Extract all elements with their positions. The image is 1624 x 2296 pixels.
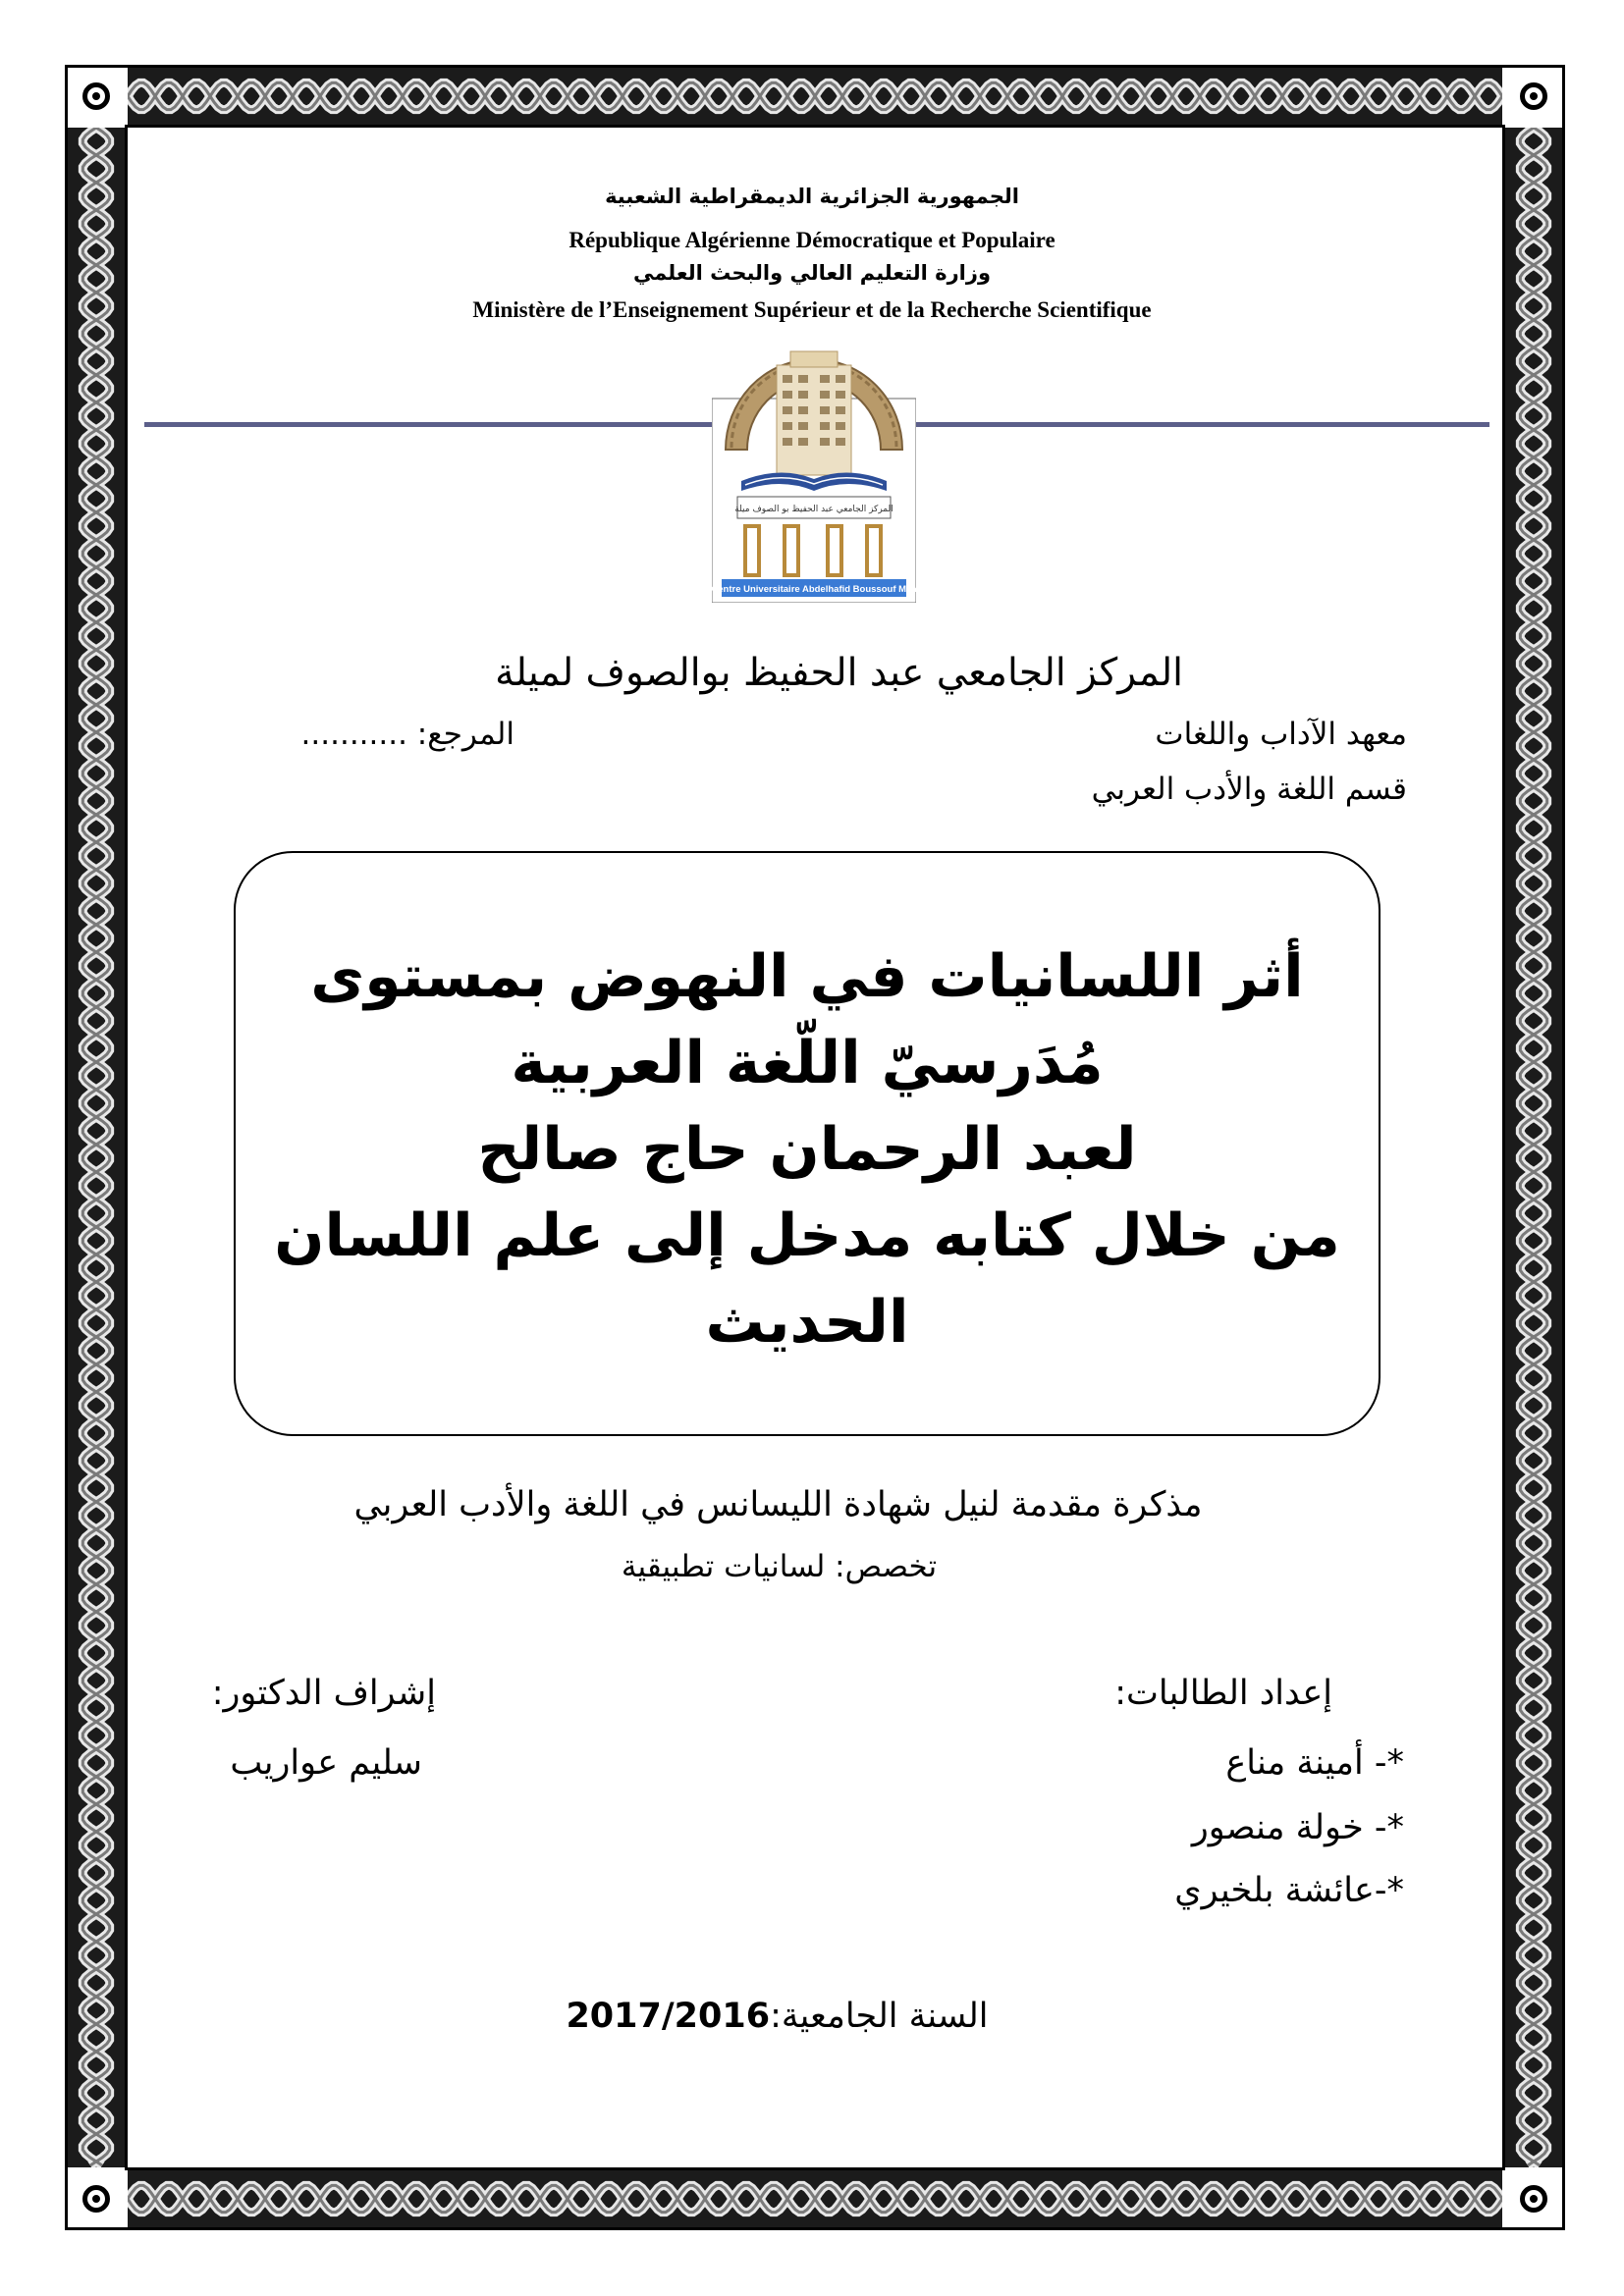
logo-caption-text: Centre Universitaire Abdelhafid Boussouf Mila [712, 584, 916, 595]
logo-banner-text: المركز الجامعي عبد الحفيظ بو الصوف ميلة [734, 505, 893, 514]
academic-year-label: السنة الجامعية: [770, 1997, 989, 2036]
thesis-title-line-5: الحديث [705, 1288, 909, 1357]
student-name-2: *- خولة منصور [1191, 1808, 1404, 1847]
ministry-french: Ministère de l’Enseignement Supérieur et de la Recherche Scientifique [472, 297, 1152, 322]
frame-band-top [128, 68, 1502, 125]
corner-ornament-bottom-left [71, 2173, 122, 2224]
thesis-title-line-2: مُدَرسيّ اللّغة العربية [511, 1029, 1104, 1097]
thesis-title-line-1: أثر اللسانيات في النهوض بمستوى [310, 942, 1304, 1011]
university-center-name: المركز الجامعي عبد الحفيظ بوالصوف لميلة [495, 651, 1183, 695]
degree-memo: مذكرة مقدمة لنيل شهادة الليسانس في اللغة والأدب العربي [353, 1485, 1203, 1524]
university-logo [712, 322, 916, 603]
institute-name: معهد الآداب واللغات [1155, 717, 1407, 752]
reference-field: المرجع: ........... [300, 717, 514, 752]
republic-arabic: الجمهورية الجزائرية الديمقراطية الشعبية [605, 185, 1019, 208]
corner-ornament-bottom-right [1508, 2173, 1559, 2224]
corner-ornament-top-right [1508, 71, 1559, 122]
academic-year-value: 2017/2016 [566, 1997, 771, 2036]
thesis-title-line-4: من خلال كتابه مدخل إلى علم اللسان [274, 1201, 1340, 1270]
frame-band-bottom [128, 2170, 1502, 2227]
academic-year [0, 1997, 1554, 2036]
supervisor-label: إشراف الدكتور: [211, 1674, 436, 1713]
degree-specialty: تخصص: لسانيات تطبيقية [621, 1549, 938, 1584]
corner-ornament-top-left [71, 71, 122, 122]
ministry-arabic: وزارة التعليم العالي والبحث العلمي [632, 261, 992, 285]
students-label: إعداد الطالبات: [1114, 1674, 1332, 1713]
frame-band-right [1505, 128, 1562, 2167]
supervisor-name: سليم عواريب [230, 1743, 422, 1783]
student-name-1: *- أمينة مناع [1225, 1743, 1404, 1783]
thesis-title-line-3: لعبد الرحمان حاج صالح [477, 1115, 1137, 1184]
department-name: قسم اللغة والأدب العربي [1091, 772, 1407, 807]
student-name-3: *-عائشة بلخيري [1174, 1871, 1404, 1910]
frame-band-left [68, 128, 125, 2167]
republic-french: République Algérienne Démocratique et Populaire [568, 228, 1056, 252]
